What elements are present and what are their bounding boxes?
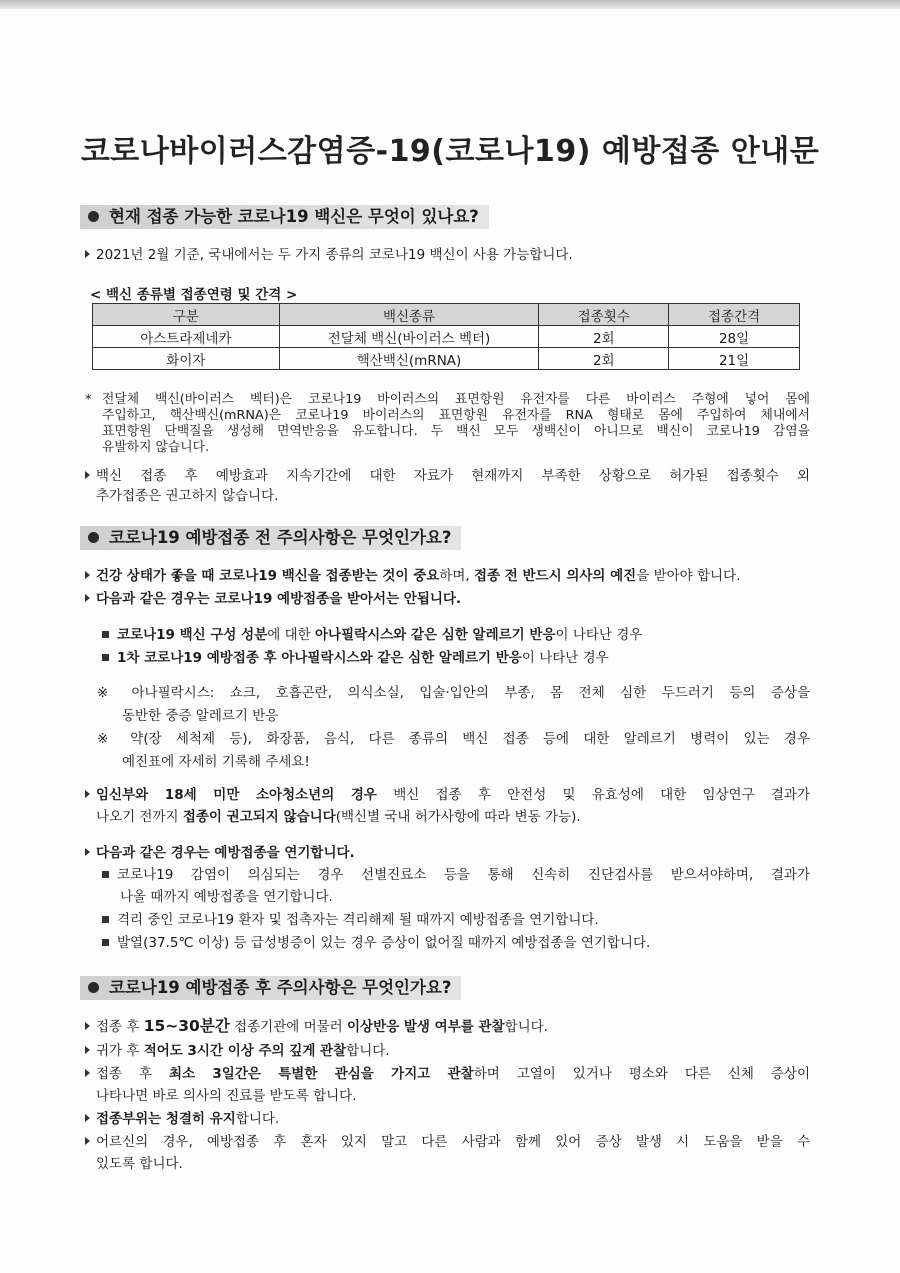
text: 다음과 같은 경우는 코로나19 예방접종을 받아서는 안됩니다.: [96, 591, 462, 607]
text: 하며,: [439, 568, 474, 584]
text: 접종 후: [96, 1066, 169, 1082]
bullet-dot-icon: [88, 982, 99, 993]
triangle-bullet-icon: [85, 848, 90, 856]
table-row: [93, 326, 800, 348]
table-cell: 아스트라제네카: [93, 326, 280, 348]
section-heading-text: 코로나19 예방접종 후 주의사항은 무엇인가요?: [109, 978, 452, 997]
text: 귀가 후: [96, 1043, 144, 1059]
text: 아나필락시스: 쇼크, 호흡곤란, 의식소실, 입술·입안의 부종, 몸 전체 심한 두드러기 등의 증상을: [131, 685, 810, 701]
anaphylaxis-note: [97, 682, 810, 704]
triangle-bullet-icon: [85, 790, 90, 798]
bullet-dot-icon: [88, 211, 99, 222]
allergy-note-2: 예진표에 자세히 기록해 주세요!: [122, 754, 310, 770]
observe-line: [85, 1015, 810, 1038]
triangle-bullet-icon: [85, 571, 90, 579]
table-cell: 전달체 백신(바이러스 벡터): [279, 326, 539, 348]
bold-text: 15~30분간: [143, 1017, 230, 1035]
vaccine-table: [92, 303, 800, 370]
table-header-cell: 접종횟수: [539, 304, 669, 326]
bold-text: 접종이 권고되지 않습니다: [182, 809, 336, 825]
three-day-line: [85, 1063, 810, 1085]
table-cell: 21일: [669, 348, 800, 370]
triangle-bullet-icon: [85, 1022, 90, 1030]
note-mark: ※: [97, 685, 120, 701]
text: 발열(37.5℃ 이상) 등 급성병증이 있는 경우 증상이 없어질 때까지 예방접종을 연기합니다.: [117, 935, 651, 951]
text: 합니다.: [346, 1043, 390, 1059]
bold-text: 접종부위는 청결히 유지: [96, 1111, 236, 1127]
text: 접종 후: [96, 1019, 144, 1035]
bold-text: 적어도 3시간 이상 주의 깊게 관찰: [143, 1043, 347, 1059]
text: 에 대한: [267, 627, 315, 643]
table-cell: 2회: [539, 326, 669, 348]
table-row: [93, 348, 800, 370]
booster-line: [85, 465, 810, 487]
triangle-bullet-icon: [85, 1137, 90, 1145]
square-bullet-icon: [102, 654, 109, 661]
postpone-line: [85, 842, 810, 864]
footnote-line: 전달체 백신(바이러스 벡터)은 코로나19 바이러스의 표면항원 유전자를 다른 바이러스 주형에 넣어 몸에: [102, 392, 810, 407]
page-title: 코로나바이러스감염증-19(코로나19) 예방접종 안내문: [80, 134, 820, 169]
pregnancy-line: [85, 784, 810, 806]
section-heading-before: [80, 526, 461, 550]
note-mark: ※: [97, 731, 119, 747]
text: 합니다.: [504, 1019, 548, 1035]
triangle-bullet-icon: [85, 250, 90, 258]
triangle-bullet-icon: [85, 1114, 90, 1122]
bold-text: 코로나19 백신 구성 성분: [117, 627, 268, 643]
triangle-bullet-icon: [85, 1046, 90, 1054]
footnote-line: 유발하지 않습니다.: [102, 440, 210, 455]
contraindication-item: [102, 647, 802, 669]
health-line: [85, 565, 810, 587]
table-header-cell: 구분: [93, 304, 280, 326]
square-bullet-icon: [102, 631, 109, 638]
text: 접종기관에 머물러: [229, 1019, 347, 1035]
text: 나오기 전까지: [96, 809, 183, 825]
square-bullet-icon: [102, 871, 109, 878]
pregnancy-line-2: [96, 806, 810, 828]
text: 격리 중인 코로나19 환자 및 접촉자는 격리해제 될 때까지 예방접종을 연기합니다.: [117, 912, 599, 928]
footnote-line: 주입하고, 핵산백신(mRNA)은 코로나19 바이러스의 표면항원 유전자를 RNA 형태로 몸에 주입하여 체내에서: [102, 408, 810, 423]
clean-line: [85, 1108, 810, 1130]
booster-text: 백신 접종 후 예방효과 지속기간에 대한 자료가 현재까지 부족한 상황으로 허가된 접종횟수 외: [96, 468, 810, 484]
footnote-mark: *: [85, 392, 92, 407]
table-cell: 2회: [539, 348, 669, 370]
bold-text: 아나필락시스와 같은 심한 알레르기 반응: [314, 627, 556, 643]
text: 어르신의 경우, 예방접종 후 혼자 있지 말고 다른 사람과 함께 있어 증상 발생 시 도움을 받을 수: [96, 1134, 810, 1150]
triangle-bullet-icon: [85, 1069, 90, 1077]
bold-text: 이상반응 발생 여부를 관찰: [347, 1019, 505, 1035]
elderly-line-2: 있도록 합니다.: [96, 1156, 183, 1172]
postpone-item: [102, 909, 810, 931]
table-cell: 핵산백신(mRNA): [279, 348, 539, 370]
footnote: [85, 392, 810, 456]
text: 코로나19 감염이 의심되는 경우 선별진료소 등을 통해 신속히 진단검사를 받으셔야하며, 결과가: [117, 867, 810, 883]
table-caption: < 백신 종류별 접종연령 및 간격 >: [90, 287, 298, 303]
contraindication-line: [85, 588, 810, 610]
triangle-bullet-icon: [85, 594, 90, 602]
postpone-item: [102, 932, 810, 954]
section-heading-text: 현재 접종 가능한 코로나19 백신은 무엇이 있나요?: [109, 207, 479, 226]
section-heading-vaccines: [80, 205, 489, 229]
booster-line-2: 추가접종은 권고하지 않습니다.: [96, 488, 279, 504]
table-header-cell: 접종간격: [669, 304, 800, 326]
postpone-item-2: 나올 때까지 예방접종을 연기합니다.: [120, 889, 333, 905]
text: 이 나타난 경우: [521, 650, 609, 666]
table-cell: 화이자: [93, 348, 280, 370]
intro-text: 2021년 2월 기준, 국내에서는 두 가지 종류의 코로나19 백신이 사용 가능합니다.: [96, 247, 573, 263]
contraindication-item: [102, 624, 802, 646]
bold-text: 건강 상태가 좋을 때 코로나19 백신을 접종받는 것이 중요: [96, 568, 440, 584]
triangle-bullet-icon: [85, 471, 90, 479]
allergy-note: [97, 728, 810, 750]
intro-line: [85, 244, 810, 266]
text: 다음과 같은 경우는 예방접종을 연기합니다.: [96, 845, 355, 861]
text: 합니다.: [235, 1111, 280, 1127]
text: 하며 고열이 있거나 평소와 다른 신체 증상이: [473, 1066, 810, 1082]
postpone-item: [102, 864, 810, 886]
bullet-dot-icon: [88, 532, 99, 543]
table-header-row: [93, 304, 800, 326]
square-bullet-icon: [102, 916, 109, 923]
square-bullet-icon: [102, 939, 109, 946]
bold-text: 접종 전 반드시 의사의 예진: [473, 568, 637, 584]
text: 을 받아야 합니다.: [636, 568, 741, 584]
text: 약(장 세척제 등), 화장품, 음식, 다른 종류의 백신 접종 등에 대한 알레르기 병력이 있는 경우: [130, 731, 810, 747]
table-cell: 28일: [669, 326, 800, 348]
footnote-line: 표면항원 단백질을 생성해 면역반응을 유도합니다. 두 백신 모두 생백신이 아니므로 백신이 코로나19 감염을: [102, 424, 810, 439]
home-line: [85, 1040, 810, 1062]
text: 백신 접종 후 안전성 및 유효성에 대한 임상연구 결과가: [376, 787, 810, 803]
bold-text: 1차 코로나19 예방접종 후 아나필락시스와 같은 심한 알레르기 반응: [117, 650, 522, 666]
table-header-cell: 백신종류: [279, 304, 539, 326]
elderly-line: [85, 1131, 810, 1153]
three-day-line-2: 나타나면 바로 의사의 진료를 받도록 합니다.: [96, 1088, 357, 1104]
section-heading-text: 코로나19 예방접종 전 주의사항은 무엇인가요?: [109, 528, 452, 547]
bold-text: 임신부와 18세 미만 소아청소년의 경우: [96, 787, 377, 803]
bold-text: 최소 3일간은 특별한 관심을 가지고 관찰: [168, 1066, 474, 1082]
text: 이 나타난 경우: [555, 627, 643, 643]
text: (백신별 국내 허가사항에 따라 변동 가능).: [335, 809, 581, 825]
section-heading-after: [80, 976, 461, 1000]
anaphylaxis-note-2: 동반한 중증 알레르기 반응: [122, 708, 279, 724]
